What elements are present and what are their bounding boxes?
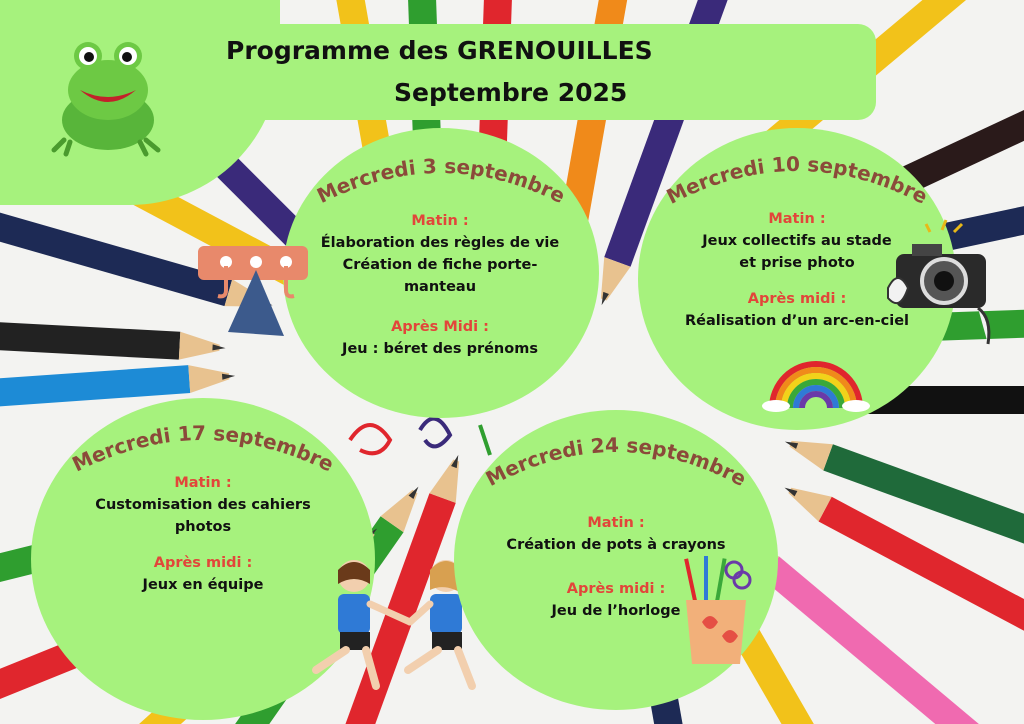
- day-2-morning-1: Jeux collectifs au stade: [702, 233, 892, 249]
- svg-text:Mercredi 24 septembre: Mercredi 24 septembre: [481, 432, 751, 491]
- day-3-morning-1: Customisation des cahiers: [95, 497, 311, 513]
- svg-text:Mercredi 17 septembre: Mercredi 17 septembre: [68, 420, 338, 477]
- day-1-morning-2: Création de fiche porte-: [342, 257, 538, 273]
- day-1-morning-3: manteau: [403, 279, 477, 295]
- day-2-afternoon-1: Réalisation d’un arc-en-ciel: [684, 313, 910, 329]
- day-1-afternoon-label: Après Midi :: [391, 319, 489, 335]
- day-1-afternoon-1: Jeu : béret des prénoms: [342, 341, 538, 357]
- day-4-afternoon-label: Après midi :: [566, 581, 666, 597]
- day-3-afternoon-label: Après midi :: [153, 555, 253, 571]
- day-3-morning-2: photos: [174, 519, 232, 535]
- day-1-morning-label: Matin :: [411, 213, 469, 229]
- svg-text:Mercredi 10 septembre: Mercredi 10 septembre: [662, 151, 932, 209]
- title-line-2: Septembre 2025: [394, 78, 628, 107]
- rainbow-icon: [762, 354, 870, 412]
- day-1-content: [290, 210, 590, 360]
- day-3-morning-label: Matin :: [174, 475, 232, 491]
- day-4-morning-label: Matin :: [587, 515, 645, 531]
- pencil-pot-icon: [682, 556, 756, 668]
- day-1-morning-1: Élaboration des règles de vie: [320, 235, 560, 251]
- coat-hook-icon: [196, 236, 316, 340]
- frog-icon: [44, 30, 172, 158]
- day-2-morning-label: Matin :: [768, 211, 826, 227]
- day-4-afternoon-1: Jeu de l’horloge: [551, 603, 681, 619]
- day-2-morning-2: et prise photo: [739, 255, 855, 271]
- day-3-afternoon-1: Jeux en équipe: [142, 577, 264, 593]
- camera-icon: [882, 218, 1000, 348]
- title-line-1: Programme des GRENOUILLES: [226, 36, 653, 65]
- svg-text:Mercredi 3 septembre: Mercredi 3 septembre: [313, 153, 569, 209]
- day-2-afternoon-label: Après midi :: [747, 291, 847, 307]
- day-4-morning-1: Création de pots à crayons: [506, 537, 726, 553]
